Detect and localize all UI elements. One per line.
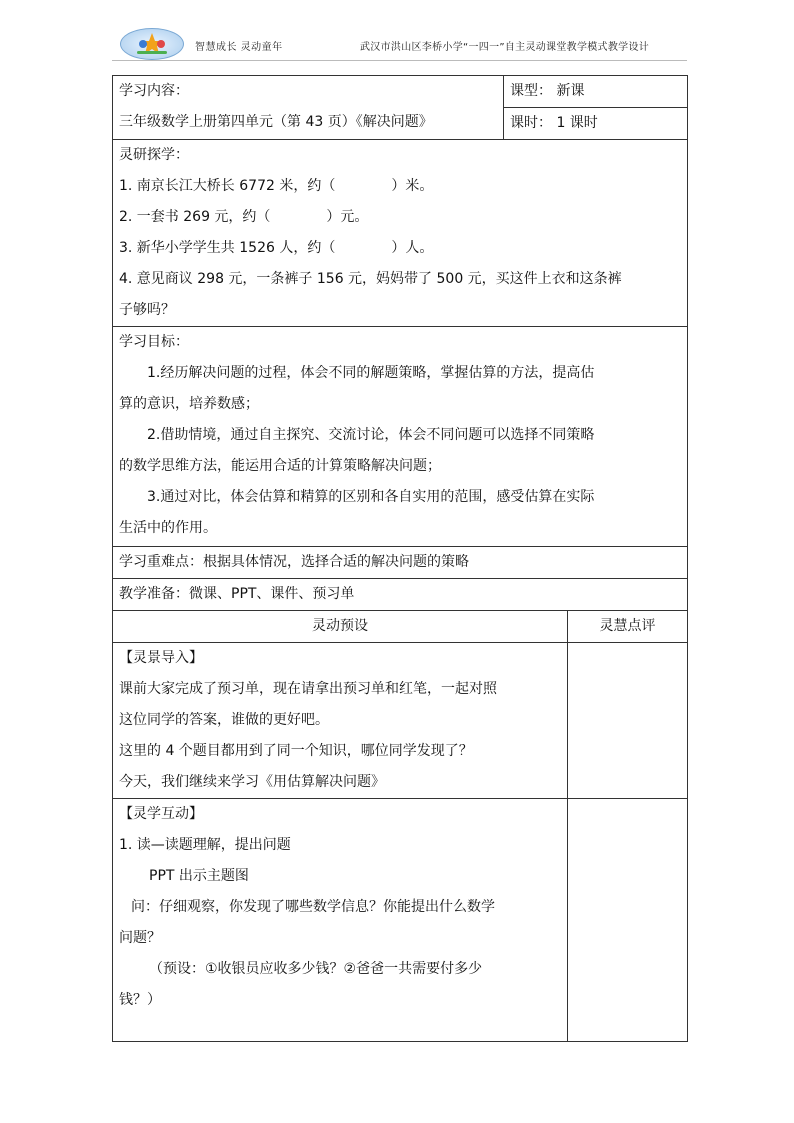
intro-line4: 今天，我们继续来学习《用估算解决问题》 [119,774,385,790]
goal-1-line1: 1.经历解决问题的过程，体会不同的解题策略，掌握估算的方法，提高估 [147,365,595,381]
interact-tag: 【灵学互动】 [119,806,203,822]
content-label: 学习内容： [119,83,189,99]
goals-row [113,327,688,547]
lesson-hours: 课时： 1 课时 [510,115,598,131]
goals-cell [113,327,688,547]
interact-cell [113,799,568,1042]
header-divider [112,60,687,61]
type-cell [504,76,688,108]
interact-ppt: PPT 出示主题图 [149,868,249,884]
column-right-label: 灵慧点评 [599,618,656,634]
school-logo-icon [120,28,184,60]
interact-preset-line2: 钱？） [119,992,161,1008]
interact-preset-line1: （预设：①收银员应收多少钱？②爸爸一共需要付多少 [149,961,483,977]
explore-row [113,140,688,327]
intro-line2: 这位同学的答案，谁做的更好吧。 [119,712,329,728]
interact-ask-line1: 问：仔细观察，你发现了哪些数学信息？你能提出什么数学 [131,899,495,915]
explore-cell [113,140,688,327]
goals-title: 学习目标： [119,334,189,350]
content-cell [113,76,504,140]
intro-line1: 课前大家完成了预习单，现在请拿出预习单和红笔，一起对照 [119,681,497,697]
explore-q3: 3. 新华小学学生共 1526 人，约（ ）人。 [119,240,434,256]
interact-row [113,799,688,1042]
intro-row [113,643,688,799]
intro-comment-cell [568,643,688,799]
lesson-type: 课型： 新课 [510,83,585,99]
keypoints-text: 学习重难点：根据具体情况，选择合适的解决问题的策略 [119,554,469,570]
column-left-label: 灵动预设 [312,618,368,634]
column-header-left [113,611,568,643]
goal-3-line2: 生活中的作用。 [119,520,217,536]
header-slogan: 智慧成长 灵动童年 [195,42,283,53]
interact-comment-cell [568,799,688,1042]
keypoints-row [113,547,688,579]
goal-2-line2: 的数学思维方法，能运用合适的计算策略解决问题； [119,458,441,474]
page-header [0,0,794,75]
goal-3-line1: 3.通过对比，体会估算和精算的区别和各自实用的范围，感受估算在实际 [147,489,595,505]
content-value: 三年级数学上册第四单元（第 43 页）《解决问题》 [119,114,433,130]
preparation-cell [113,579,688,611]
explore-q4-line2: 子够吗？ [119,302,175,318]
header-title: 武汉市洪山区李桥小学“一四一”自主灵动课堂教学模式教学设计 [360,42,650,53]
lesson-plan-table [112,75,688,1042]
column-header-right [568,611,688,643]
explore-q4-line1: 4. 意见商议 298 元，一条裤子 156 元，妈妈带了 500 元，买这件上衣和这条裤 [119,271,622,287]
column-header-row [113,611,688,643]
preparation-text: 教学准备：微课、PPT、课件、预习单 [119,586,355,602]
goal-2-line1: 2.借助情境，通过自主探究、交流讨论，体会不同问题可以选择不同策略 [147,427,595,443]
explore-q2: 2. 一套书 269 元，约（ ）元。 [119,209,369,225]
intro-line3: 这里的 4 个题目都用到了同一个知识，哪位同学发现了？ [119,743,473,759]
interact-ask-line2: 问题？ [119,930,161,946]
hours-cell [504,108,688,140]
preparation-row [113,579,688,611]
interact-step1: 1. 读—读题理解，提出问题 [119,837,291,853]
keypoints-cell [113,547,688,579]
intro-cell [113,643,568,799]
intro-tag: 【灵景导入】 [119,650,203,666]
explore-q1: 1. 南京长江大桥长 6772 米，约（ ）米。 [119,178,434,194]
info-row-1 [113,76,688,108]
goal-1-line2: 算的意识，培养数感； [119,396,259,412]
explore-title: 灵研探学： [119,147,189,163]
